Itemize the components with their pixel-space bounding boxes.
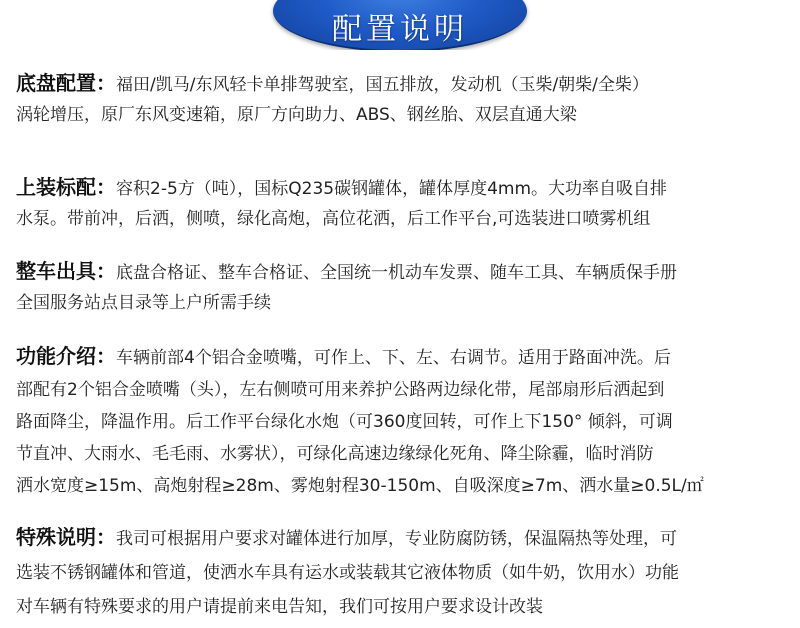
header-banner [0,0,800,50]
section-chassis-config [16,68,788,130]
section-line: 部配有2个铝合金喷嘴（头），左右侧喷可用来养护公路两边绿化带，尾部扇形后洒起到 [16,380,665,400]
section-line [16,520,788,556]
section-functions [16,340,788,502]
section-line: 洒水宽度≥15m、高炮射程≥28m、雾炮射程30-150m、自吸深度≥7m、洒水量≥0.5L/㎡ [16,476,704,496]
section-body-standard [16,172,788,234]
section-text: 底盘合格证、整车合格证、全国统一机动车发票、随车工具、车辆质保手册 [116,263,677,283]
section-text: 福田/凯马/东风轻卡单排驾驶室，国五排放，发动机（玉柴/朝柴/全柴） [116,75,649,95]
page-title: 配置说明 [332,12,468,47]
section-line [16,68,788,100]
section-line [16,172,788,204]
section-text: 车辆前部4个铝合金喷嘴，可作上、下、左、右调节。适用于路面冲洗。后 [116,348,671,368]
section-line [16,340,788,374]
section-label: 上装标配： [16,175,116,199]
section-line [16,256,788,288]
section-vehicle-documents [16,256,788,318]
section-line: 节直冲、大雨水、毛毛雨、水雾状），可绿化高速边缘绿化死角、降尘除霾，临时消防 [16,444,654,464]
section-line: 路面降尘，降温作用。后工作平台绿化水炮（可360度回转，可作上下150° 倾斜，可调 [16,412,673,432]
section-line: 水泵。带前冲，后洒，侧喷，绿化高炮，高位花洒，后工作平台,可选装进口喷雾机组 [16,209,651,229]
section-label: 底盘配置： [16,71,116,95]
section-text: 我司可根据用户要求对罐体进行加厚，专业防腐防锈，保温隔热等处理，可 [116,529,677,549]
section-special-notes [16,520,788,624]
section-line: 选装不锈钢罐体和管道，使洒水车具有运水或装载其它液体物质（如牛奶，饮用水）功能 [16,563,679,583]
section-label: 功能介绍： [16,344,116,368]
spec-content [16,68,788,624]
section-text: 容积2-5方（吨），国标Q235碳钢罐体，罐体厚度4mm。大功率自吸自排 [116,179,668,199]
section-line: 对车辆有特殊要求的用户请提前来电告知，我们可按用户要求设计改装 [16,597,543,617]
section-line: 涡轮增压，原厂东风变速箱，原厂方向助力、ABS、钢丝胎、双层直通大梁 [16,105,577,125]
section-line: 全国服务站点目录等上户所需手续 [16,293,271,313]
section-label: 特殊说明： [16,525,116,549]
section-label: 整车出具： [16,259,116,283]
